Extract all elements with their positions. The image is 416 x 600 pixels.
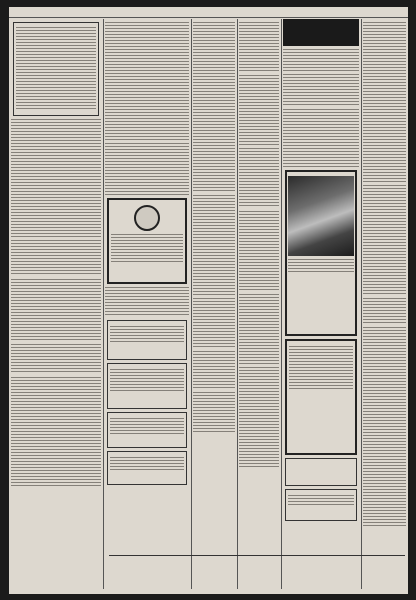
- column3-listings-2: [193, 195, 235, 295]
- column4-text-1: [239, 22, 279, 72]
- column4-text-5: [239, 294, 279, 364]
- column2-ad-4: [107, 451, 187, 485]
- column-rule-3: [237, 19, 238, 589]
- column3-listings-4: [193, 351, 235, 389]
- printing-ad: [285, 339, 357, 455]
- column3-listings-3: [193, 298, 235, 348]
- emblem-ad-box: [107, 198, 187, 284]
- cinema-ad: [285, 170, 357, 336]
- directory-box: [13, 22, 99, 116]
- column2-ad-1: [107, 320, 187, 360]
- column4-text-6: [239, 367, 279, 467]
- column-rule-4: [281, 19, 282, 589]
- column-2: [105, 19, 189, 589]
- column-5: [283, 19, 359, 589]
- column2-ad-2: [107, 363, 187, 409]
- column4-text-3: [239, 148, 279, 208]
- column5-script-header: [283, 19, 359, 46]
- column5-text-3: [283, 109, 359, 167]
- column4-text-2: [239, 75, 279, 145]
- column2-article-3: [105, 287, 189, 317]
- column1-article-2: [11, 240, 101, 276]
- column2-ad-2-body: [110, 369, 184, 393]
- column1-article-5: [11, 377, 101, 487]
- column5-ad-last: [285, 489, 357, 521]
- cinema-ad-credits: [288, 259, 354, 273]
- column5-text-2: [283, 74, 359, 106]
- column6-text-2: [363, 185, 406, 295]
- column6-text-4: [363, 327, 406, 527]
- cinema-ad-photo: [288, 176, 354, 256]
- column2-ad-3-body: [110, 418, 184, 434]
- column5-ad-bottom: [285, 458, 357, 486]
- column2-ad-4-body: [110, 457, 184, 471]
- column3-listings-5: [193, 392, 235, 432]
- column6-text-1: [363, 22, 406, 182]
- column1-article-4: [11, 344, 101, 374]
- emblem-ad-body: [111, 234, 183, 262]
- column-4: [239, 19, 279, 589]
- printing-ad-body: [289, 346, 353, 390]
- column2-article-1: [105, 22, 189, 140]
- emblem-logo: [134, 205, 160, 231]
- column4-text-4: [239, 211, 279, 291]
- column2-article-2: [105, 143, 189, 195]
- column5-text-1: [283, 49, 359, 71]
- column5-ad-last-body: [288, 495, 354, 507]
- column2-ad-1-body: [110, 326, 184, 344]
- column6-text-3: [363, 298, 406, 324]
- column1-article-3: [11, 279, 101, 341]
- masthead: [9, 7, 408, 18]
- column-6: [363, 19, 406, 589]
- column2-ad-3: [107, 412, 187, 448]
- column-rule-1: [103, 19, 104, 589]
- column1-article-1: [11, 119, 101, 237]
- column3-listings-1: [193, 22, 235, 192]
- column-rule-5: [361, 19, 362, 589]
- column-3: [193, 19, 235, 589]
- column-rule-2: [191, 19, 192, 589]
- newspaper-page: [9, 7, 408, 594]
- bottom-banner-ad: [109, 555, 405, 592]
- column-1: [11, 19, 101, 589]
- directory-text: [16, 27, 96, 111]
